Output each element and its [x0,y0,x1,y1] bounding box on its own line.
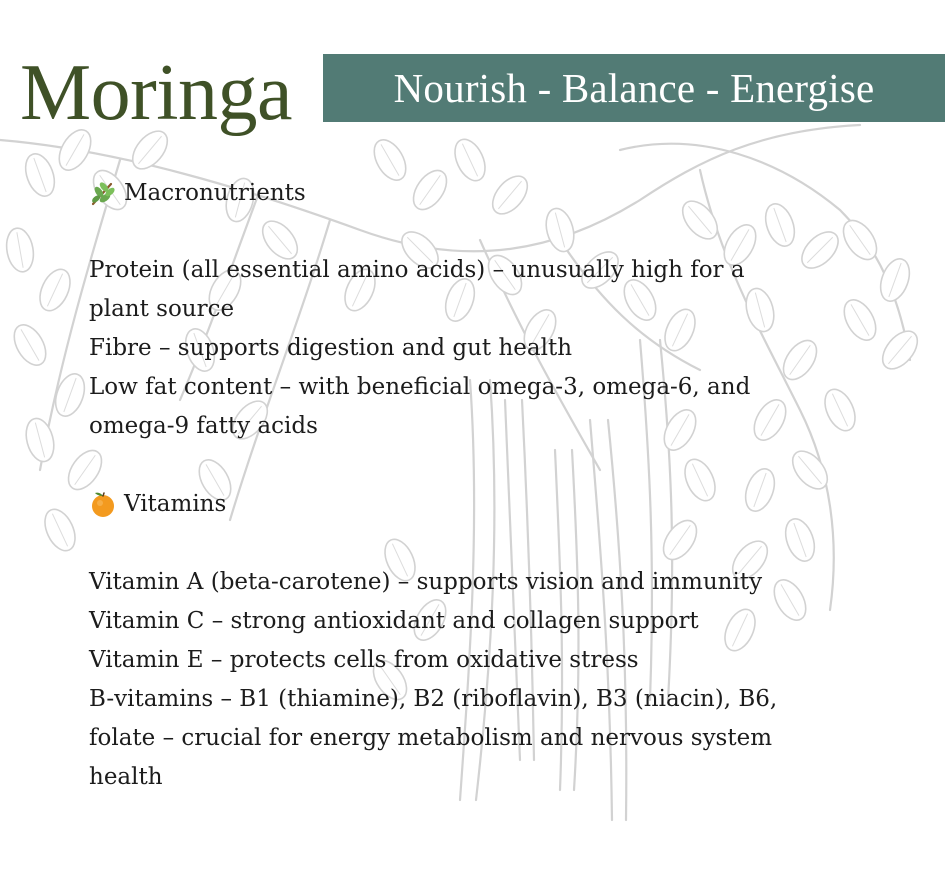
list-item: Protein (all essential amino acids) – unusually high for a [89,257,745,283]
list-item: omega-9 fatty acids [89,413,318,439]
list-item: Fibre – supports digestion and gut health [89,335,573,361]
tagline: Nourish - Balance - Energise [393,65,875,111]
vitamins-list [89,563,889,797]
list-item: Vitamin E – protects cells from oxidative stress [89,647,639,673]
section-heading-macronutrients [88,178,306,208]
list-item: Low fat content – with beneficial omega-3, omega-6, and [89,374,751,400]
list-item: plant source [89,296,235,322]
page-title: Moringa [20,49,293,137]
macronutrients-list [89,251,889,446]
tagline-banner [323,54,945,122]
list-item: B-vitamins – B1 (thiamine), B2 (riboflavin), B3 (niacin), B6, [89,686,778,712]
list-item: health [89,764,163,790]
orange-fruit-icon [88,489,118,519]
list-item: Vitamin A (beta-carotene) – supports vision and immunity [89,569,763,595]
section-heading-label: Vitamins [124,491,227,517]
list-item: folate – crucial for energy metabolism and nervous system [89,725,773,751]
section-heading-vitamins [88,489,226,519]
section-heading-label: Macronutrients [124,180,306,206]
list-item: Vitamin C – strong antioxidant and collagen support [89,608,699,634]
herb-leaf-icon [88,178,118,208]
